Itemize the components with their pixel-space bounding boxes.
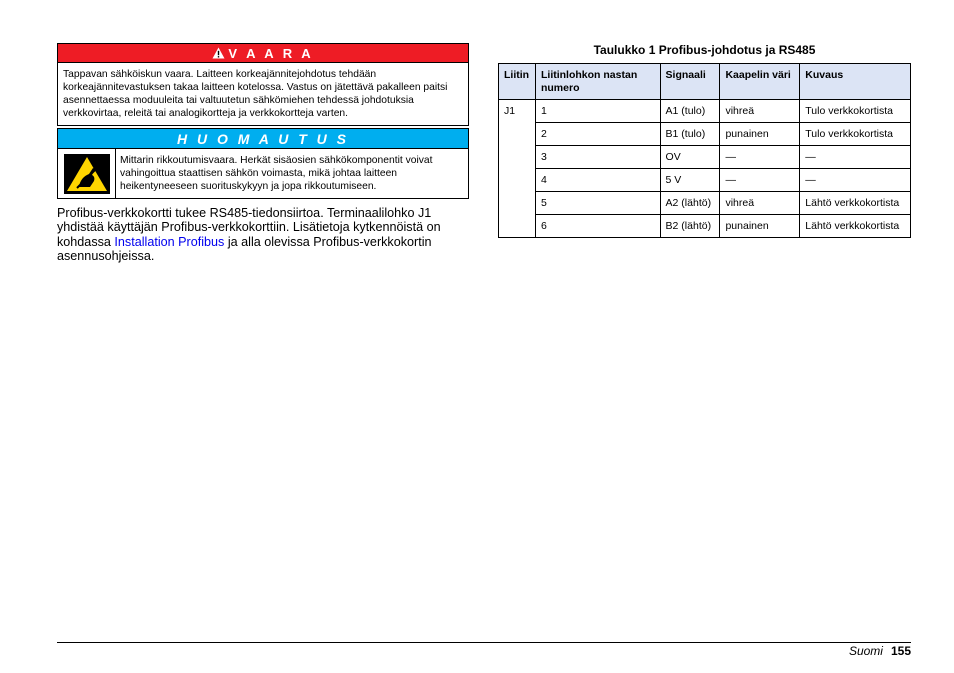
notice-box xyxy=(57,128,469,199)
table-cell: Lähtö verkkokortista xyxy=(800,215,911,238)
danger-box xyxy=(57,43,469,126)
table-cell: OV xyxy=(660,146,720,169)
connector-cell: J1 xyxy=(499,100,536,238)
table-row xyxy=(499,192,911,215)
page-number: 155 xyxy=(890,644,911,658)
esd-warning-icon xyxy=(64,154,110,194)
table-cell: B1 (tulo) xyxy=(660,123,720,146)
header-cell: Kuvaus xyxy=(800,64,911,100)
danger-title: V A A R A xyxy=(228,45,314,61)
table-cell: — xyxy=(720,169,800,192)
footer-divider xyxy=(57,642,911,643)
table-row xyxy=(499,100,911,123)
intro-paragraph: Profibus-verkkokortti tukee RS485-tiedonsiirtoa. Terminaalilohko J1 yhdistää käyttäjän Profibus-verkkokorttiin. Lisätietoja kytkennöistä on kohdassa Installation Profibus ja alla olevissa Profibus-verkkokortin asennusohjeissa. xyxy=(57,206,441,264)
table-cell: 4 xyxy=(535,169,660,192)
notice-title: H U O M A U T U S xyxy=(176,130,350,147)
table-cell: vihreä xyxy=(720,100,800,123)
table-cell: punainen xyxy=(720,215,800,238)
table-caption: Taulukko 1 Profibus-johdotus ja RS485 xyxy=(593,43,816,57)
header-cell: Liitin xyxy=(499,64,536,100)
table-cell: 1 xyxy=(535,100,660,123)
danger-text: Tappavan sähköiskun vaara. Laitteen korkeajännitejohdotus tehdään korkeajännitevastuksen takaa laitteen kotelossa. Vastus on jätettävä pakalleen paitsi asennettaessa moduuleita tai valtuutetun sähkömiehen tehdessä johdotuksia verkkovirtaa, releitä tai analogikortteja ja verkkokortteja varten. xyxy=(63,69,448,119)
table-cell: 5 V xyxy=(660,169,720,192)
table-row xyxy=(499,215,911,238)
profibus-wiring-table xyxy=(498,63,911,238)
danger-header xyxy=(58,44,468,63)
warning-triangle-icon xyxy=(212,47,225,59)
table-cell: 2 xyxy=(535,123,660,146)
table-cell: A2 (lähtö) xyxy=(660,192,720,215)
table-header-row xyxy=(499,64,911,100)
notice-header xyxy=(58,129,468,149)
table-cell: — xyxy=(720,146,800,169)
table-cell: — xyxy=(800,146,911,169)
table-row xyxy=(499,146,911,169)
table-cell: B2 (lähtö) xyxy=(660,215,720,238)
table-row xyxy=(499,169,911,192)
page-footer xyxy=(849,644,911,658)
table-row xyxy=(499,123,911,146)
footer-language: Suomi xyxy=(848,644,883,658)
header-cell: Signaali xyxy=(660,64,720,100)
table-cell: 5 xyxy=(535,192,660,215)
table-cell: 6 xyxy=(535,215,660,238)
table-cell: A1 (tulo) xyxy=(660,100,720,123)
table-cell: vihreä xyxy=(720,192,800,215)
table-cell: 3 xyxy=(535,146,660,169)
installation-profibus-link[interactable]: Installation Profibus xyxy=(114,234,225,249)
table-cell: Lähtö verkkokortista xyxy=(800,192,911,215)
table-cell: Tulo verkkokortista xyxy=(800,100,911,123)
header-cell: Kaapelin väri xyxy=(720,64,800,100)
table-cell: Tulo verkkokortista xyxy=(800,123,911,146)
table-cell: — xyxy=(800,169,911,192)
header-cell: Liitinlohkon nastan numero xyxy=(535,64,660,100)
table-cell: punainen xyxy=(720,123,800,146)
notice-text: Mittarin rikkoutumisvaara. Herkät sisäosien sähkökomponentit voivat vahingoittua staattisen sähkön voimasta, mikä johtaa laitteen heikentyneeseen suorituskykyyn ja jopa rikkoutumiseen. xyxy=(120,155,433,192)
